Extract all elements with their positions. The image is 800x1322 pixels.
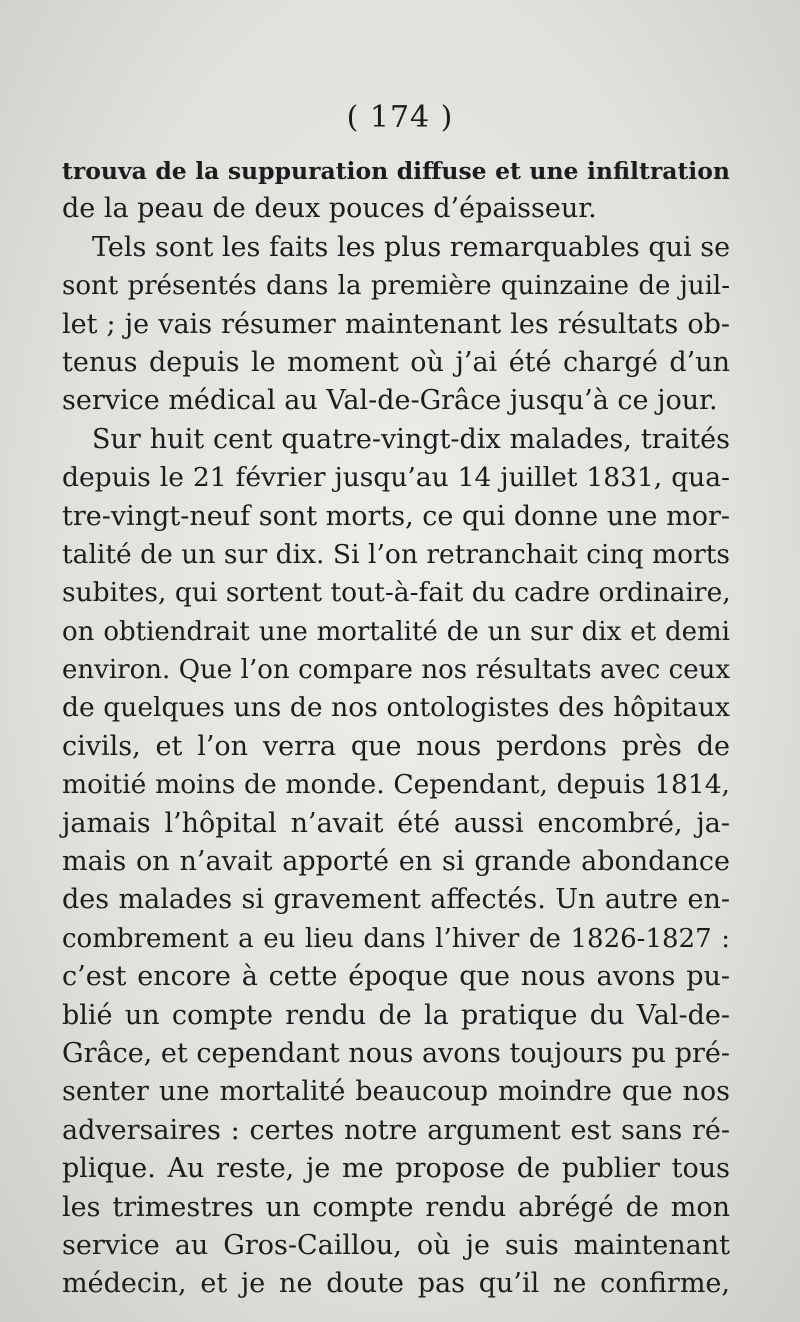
- text-line: trouva de la suppuration diffuse et une infiltration: [62, 157, 730, 185]
- text-line: jamais l’hôpital n’avait été aussi encombré, ja-: [62, 807, 730, 839]
- text-line: médecin, et je ne doute pas qu’il ne confirme,: [62, 1268, 730, 1300]
- text-line: des malades si gravement affectés. Un autre en-: [62, 884, 730, 916]
- text-line: talité de un sur dix. Si l’on retranchait cinq morts: [62, 538, 730, 570]
- text-line: tre-vingt-neuf sont morts, ce qui donne une mor-: [62, 500, 730, 532]
- text-line: blié un compte rendu de la pratique du Val-de-: [62, 999, 730, 1031]
- text-line: mais on n’avait apporté en si grande abondance: [62, 846, 730, 878]
- text-line: combrement a eu lieu dans l’hiver de 1826-1827 :: [62, 923, 730, 954]
- text-line: de la peau de deux pouces d’épaisseur.: [62, 193, 597, 225]
- text-line: civils, et l’on verra que nous perdons près de: [62, 730, 730, 762]
- text-line: Sur huit cent quatre-vingt-dix malades, traités: [92, 423, 730, 455]
- text-line: Grâce, et cependant nous avons toujours pu pré-: [62, 1037, 730, 1069]
- text-line: on obtiendrait une mortalité de un sur dix et demi: [62, 616, 730, 647]
- text-line: tenus depuis le moment où j’ai été chargé d’un: [62, 346, 730, 378]
- page-number: ( 174 ): [346, 100, 454, 135]
- text-line: environ. Que l’on compare nos résultats avec ceux: [62, 655, 730, 686]
- text-line: subites, qui sortent tout-à-fait du cadre ordinaire,: [62, 577, 731, 609]
- text-line: Tels sont les faits les plus remarquables qui se: [92, 231, 731, 263]
- text-line: c’est encore à cette époque que nous avons pu-: [62, 961, 730, 993]
- text-line: adversaires : certes notre argument est sans ré-: [62, 1114, 730, 1146]
- text-line: service au Gros-Caillou, où je suis maintenant: [62, 1229, 730, 1261]
- text-line: sont présentés dans la première quinzaine de juil-: [62, 271, 730, 302]
- text-line: senter une mortalité beaucoup moindre que nos: [62, 1076, 730, 1108]
- body-text: [62, 152, 730, 1304]
- text-line: service médical au Val-de-Grâce jusqu’à ce jour.: [62, 385, 718, 417]
- text-line: depuis le 21 février jusqu’au 14 juillet 1831, qua-: [62, 462, 730, 494]
- text-line: les trimestres un compte rendu abrégé de mon: [62, 1191, 730, 1223]
- text-line: moitié moins de monde. Cependant, depuis 1814,: [62, 769, 730, 801]
- text-line: plique. Au reste, je me propose de publier tous: [62, 1153, 730, 1185]
- text-line: de quelques uns de nos ontologistes des hôpitaux: [62, 692, 730, 724]
- text-line: let ; je vais résumer maintenant les résultats ob-: [62, 308, 730, 340]
